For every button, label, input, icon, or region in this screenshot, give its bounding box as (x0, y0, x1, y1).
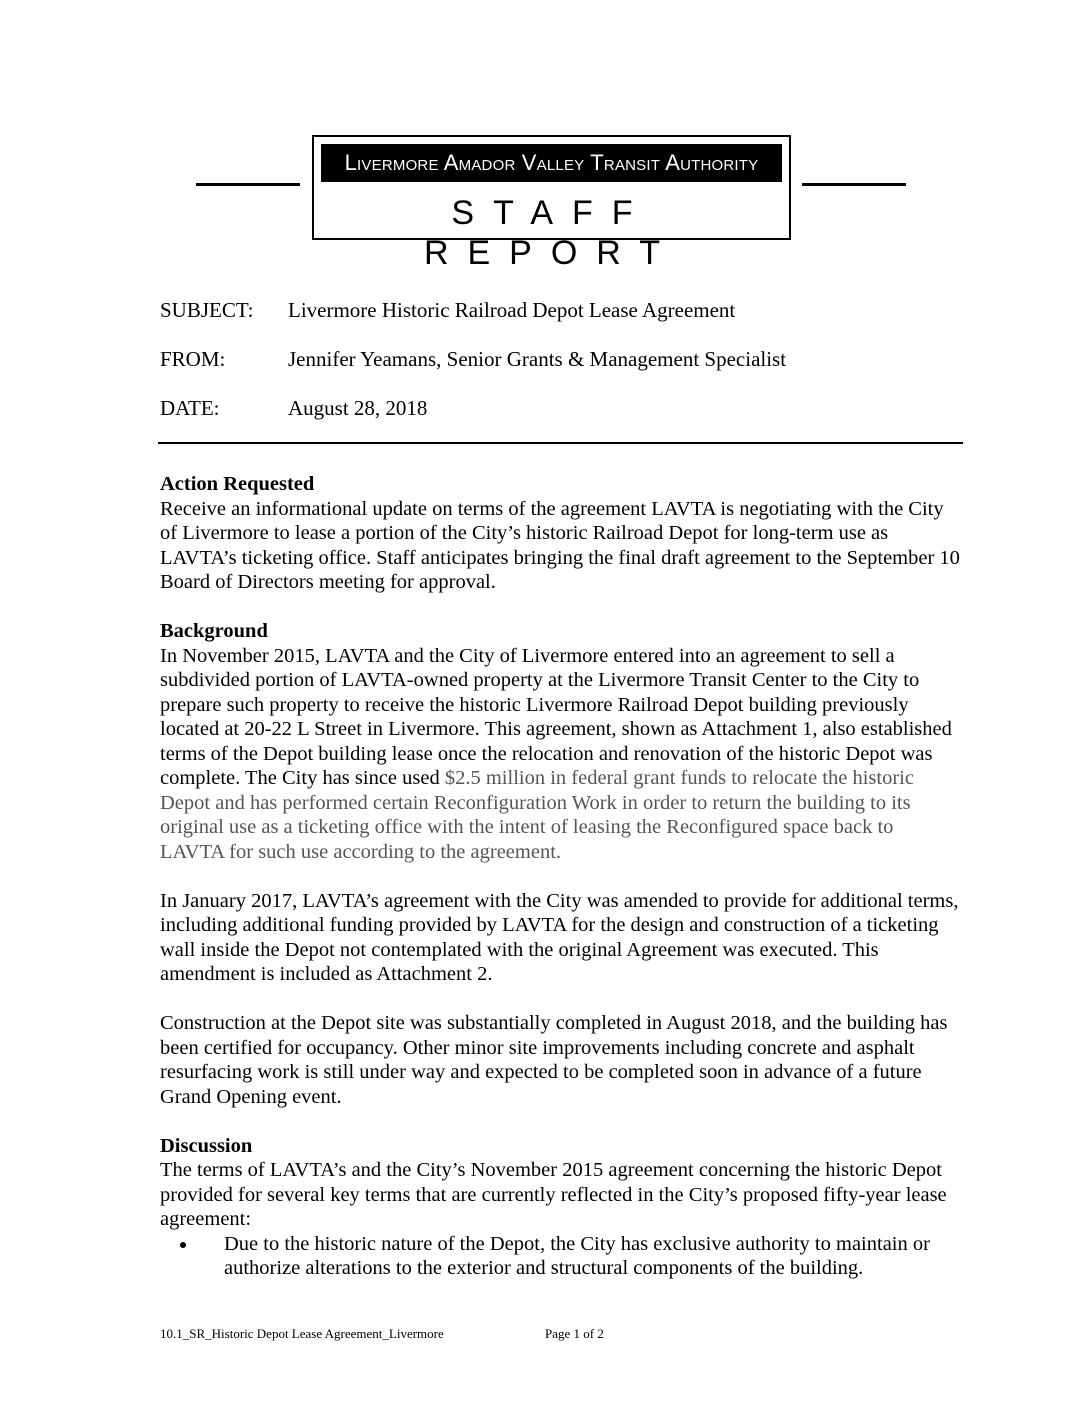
from-label: FROM: (160, 347, 226, 371)
list-item: • Due to the historic nature of the Depot, the City has exclusive authority to maintain or authorize alterations to the exterior and structural components of the building. (198, 1232, 960, 1281)
background-text-b: $2.5 million in federal grant funds to relocate the historic Depot and has performed certain Reconfiguration Work in order to return the building to its original use as a ticketing office with the intent of leasing the Reconfigured space back to LAVTA for such use according to the agreement. (160, 767, 914, 863)
date-label: DATE: (160, 396, 220, 420)
action-paragraph: Receive an informational update on terms of the agreement LAVTA is negotiating with the City of Livermore to lease a portion of the City’s historic Railroad Depot for long-term use as LAVTA’s ticketing office. Staff anticipates bringing the final draft agreement to the September 10 Board of Directors meeting for approval. (160, 497, 960, 593)
header-rule-left (196, 183, 300, 186)
discussion-list (160, 1232, 960, 1281)
discussion-paragraph: The terms of LAVTA’s and the City’s November 2015 agreement concerning the historic Depot provided for several key terms that are currently reflected in the City’s proposed fifty-year lease agreement: (160, 1159, 947, 1230)
background-paragraph-2: In January 2017, LAVTA’s agreement with the City was amended to provide for additional terms, including additional funding provided by LAVTA for the design and construction of a ticketing wall inside the Depot not contemplated with the original Agreement was executed. This amendment is included as Attachment 2. (160, 889, 959, 985)
report-body (160, 472, 960, 1281)
footer-filename: 10.1_SR_Historic Depot Lease Agreement_Livermore (160, 1326, 444, 1341)
masthead (312, 135, 791, 272)
header-divider (158, 442, 963, 444)
background-text-a: In November 2015, LAVTA and the City of Livermore entered into an agreement to sell a subdivided portion of LAVTA-owned property at the Livermore Transit Center to the City to prepare such property to receive the historic Livermore Railroad Depot building previously located at 20-22 L Street in Livermore. This agreement, shown as Attachment 1, also established terms of the Depot building lease once the relocation and renovation of the historic Depot was complete. The City has since used (160, 644, 952, 789)
discussion-heading: Discussion (160, 1134, 253, 1157)
background-paragraph-1 (160, 644, 960, 865)
date-value: August 28, 2018 (288, 396, 428, 420)
action-heading: Action Requested (160, 473, 315, 495)
background-paragraph-3: Construction at the Depot site was substantially completed in August 2018, and the building has been certified for occupancy. Other minor site improvements including concrete and asphalt resurfacing work is still under way and expected to be completed soon in advance of a future Grand Opening event. (160, 1012, 948, 1108)
subject-value: Livermore Historic Railroad Depot Lease Agreement (288, 298, 736, 322)
header-rule-right (802, 183, 906, 186)
report-title: STAFF REPORT (423, 194, 680, 272)
organization-name: Livermore Amador Valley Transit Authority (321, 144, 782, 182)
subject-label: SUBJECT: (160, 298, 254, 322)
from-value: Jennifer Yeamans, Senior Grants & Management Specialist (288, 347, 787, 371)
footer-page-number: Page 1 of 2 (545, 1326, 604, 1341)
background-heading: Background (160, 620, 268, 642)
